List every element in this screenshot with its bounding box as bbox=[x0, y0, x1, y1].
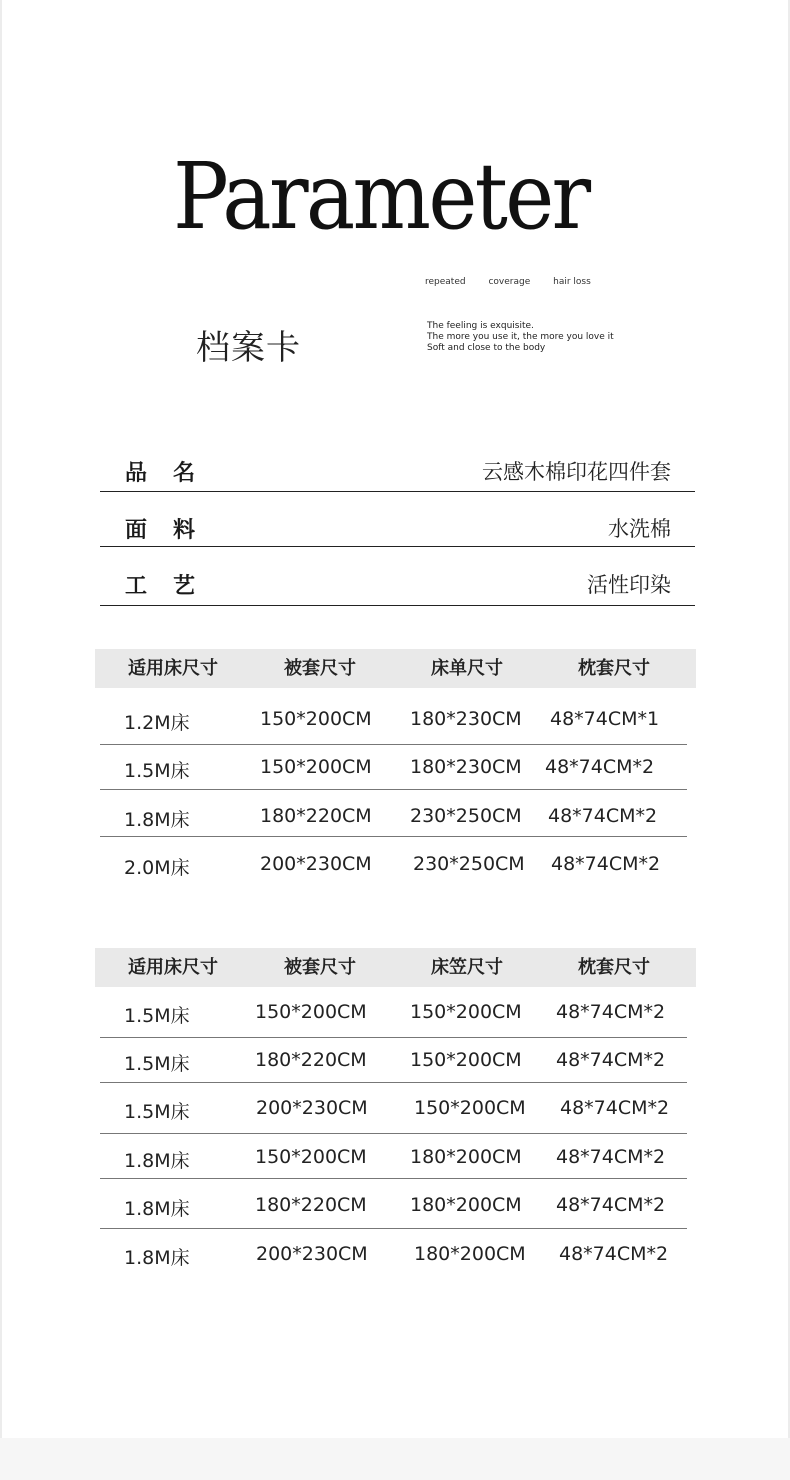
table-cell: 150*200CM bbox=[410, 1001, 522, 1023]
table-cell: 150*200CM bbox=[260, 708, 372, 730]
table-cell: 150*200CM bbox=[260, 756, 372, 778]
table-cell: 1.8M床 bbox=[124, 1247, 190, 1269]
column-header: 床笠尺寸 bbox=[431, 957, 503, 978]
table-cell: 48*74CM*2 bbox=[556, 1194, 666, 1216]
info-label: 工艺 bbox=[125, 574, 222, 599]
tag-coverage: coverage bbox=[488, 277, 531, 287]
info-value: 云感木棉印花四件套 bbox=[482, 460, 671, 484]
table-row bbox=[100, 837, 687, 885]
table-cell: 48*74CM*2 bbox=[556, 1146, 666, 1168]
table-row bbox=[100, 1179, 687, 1229]
tag-repeated: repeated bbox=[425, 277, 466, 287]
size-table-2-header bbox=[95, 948, 696, 987]
table-cell: 2.0M床 bbox=[124, 857, 190, 879]
info-row-product-name bbox=[100, 452, 695, 492]
slogan-line: Soft and close to the body bbox=[427, 343, 546, 353]
table-cell: 180*200CM bbox=[410, 1194, 522, 1216]
slogan-line: The feeling is exquisite. bbox=[427, 321, 534, 331]
column-header: 被套尺寸 bbox=[284, 658, 356, 679]
table-row bbox=[100, 1134, 687, 1179]
slogan-line: The more you use it, the more you love it bbox=[427, 332, 614, 342]
table-cell: 180*200CM bbox=[414, 1243, 526, 1265]
table-cell: 48*74CM*2 bbox=[560, 1097, 670, 1119]
table-row bbox=[100, 1083, 687, 1134]
table-row bbox=[100, 1038, 687, 1083]
table-cell: 48*74CM*2 bbox=[556, 1049, 666, 1071]
table-cell: 180*200CM bbox=[410, 1146, 522, 1168]
table-cell: 48*74CM*2 bbox=[548, 805, 658, 827]
table-cell: 230*250CM bbox=[410, 805, 522, 827]
table-row bbox=[100, 991, 687, 1038]
column-header: 枕套尺寸 bbox=[578, 957, 650, 978]
info-label: 品名 bbox=[125, 461, 222, 486]
table-cell: 1.8M床 bbox=[124, 1198, 190, 1220]
table-cell: 48*74CM*2 bbox=[545, 756, 655, 778]
table-cell: 48*74CM*2 bbox=[556, 1001, 666, 1023]
table-cell: 1.5M床 bbox=[124, 760, 190, 782]
size-table-1-header bbox=[95, 649, 696, 688]
table-cell: 180*220CM bbox=[255, 1194, 367, 1216]
footer-band bbox=[0, 1438, 790, 1480]
table-row bbox=[100, 744, 687, 790]
table-cell: 48*74CM*2 bbox=[551, 853, 661, 875]
table-cell: 1.8M床 bbox=[124, 809, 190, 831]
column-header: 床单尺寸 bbox=[431, 658, 503, 679]
table-cell: 150*200CM bbox=[255, 1146, 367, 1168]
archive-card-title: 档案卡 bbox=[196, 328, 301, 368]
page-edge-left bbox=[0, 0, 2, 1480]
info-value: 水洗棉 bbox=[608, 517, 671, 541]
column-header: 被套尺寸 bbox=[284, 957, 356, 978]
table-cell: 1.8M床 bbox=[124, 1150, 190, 1172]
table-row bbox=[100, 789, 687, 837]
table-cell: 180*230CM bbox=[410, 756, 522, 778]
info-value: 活性印染 bbox=[587, 573, 671, 597]
tag-hair-loss: hair loss bbox=[553, 277, 591, 287]
table-cell: 1.5M床 bbox=[124, 1053, 190, 1075]
table-cell: 1.2M床 bbox=[124, 712, 190, 734]
table-cell: 180*220CM bbox=[260, 805, 372, 827]
info-row-craft bbox=[100, 564, 695, 606]
info-row-fabric bbox=[100, 507, 695, 547]
table-cell: 180*220CM bbox=[255, 1049, 367, 1071]
table-cell: 230*250CM bbox=[413, 853, 525, 875]
table-cell: 150*200CM bbox=[255, 1001, 367, 1023]
column-header: 适用床尺寸 bbox=[128, 658, 218, 679]
table-row bbox=[100, 696, 687, 745]
table-cell: 150*200CM bbox=[410, 1049, 522, 1071]
column-header: 适用床尺寸 bbox=[128, 957, 218, 978]
table-cell: 1.5M床 bbox=[124, 1101, 190, 1123]
table-cell: 48*74CM*1 bbox=[550, 708, 660, 730]
column-header: 枕套尺寸 bbox=[578, 658, 650, 679]
table-cell: 48*74CM*2 bbox=[559, 1243, 669, 1265]
table-cell: 150*200CM bbox=[414, 1097, 526, 1119]
table-cell: 200*230CM bbox=[256, 1243, 368, 1265]
table-row bbox=[100, 1229, 687, 1277]
table-cell: 180*230CM bbox=[410, 708, 522, 730]
table-cell: 200*230CM bbox=[256, 1097, 368, 1119]
page-title: Parameter bbox=[173, 143, 589, 250]
table-cell: 1.5M床 bbox=[124, 1005, 190, 1027]
tag-list bbox=[425, 277, 611, 287]
slogan bbox=[427, 321, 614, 354]
info-label: 面料 bbox=[125, 518, 222, 543]
table-cell: 200*230CM bbox=[260, 853, 372, 875]
